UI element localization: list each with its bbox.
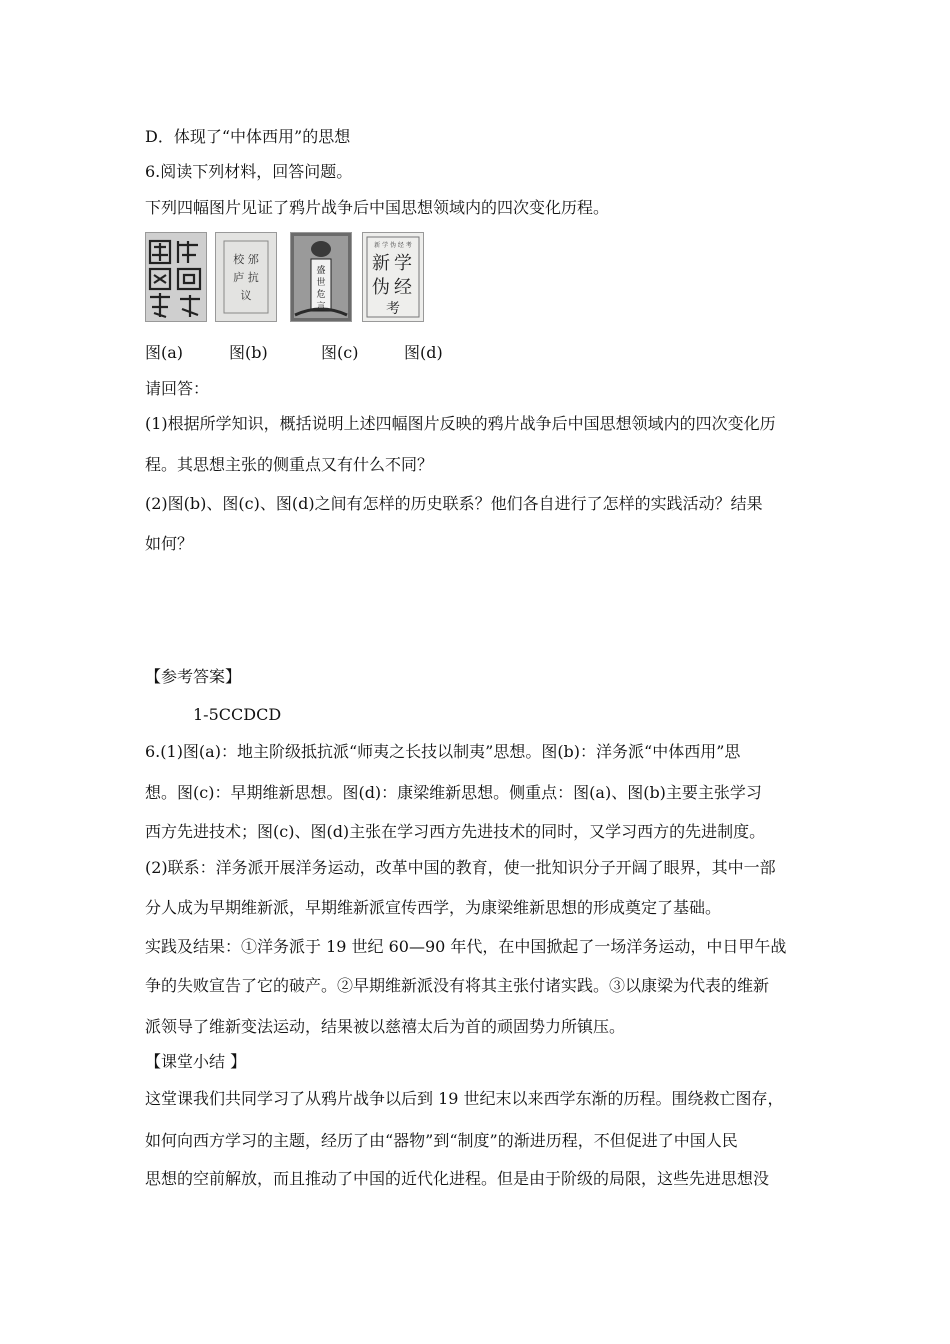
svg-text:庐 抗: 庐 抗 — [233, 271, 259, 284]
figure-b-image — [215, 232, 277, 322]
question-1-line-1: (1)根据所学知识，概括说明上述四幅图片反映的鸦片战争后中国思想领域内的四次变化历 — [145, 414, 776, 433]
material-intro: 下列四幅图片见证了鸦片战争后中国思想领域内的四次变化历程。 — [145, 198, 610, 217]
svg-text:议: 议 — [240, 289, 252, 302]
svg-text:校 邠: 校 邠 — [233, 253, 259, 266]
svg-text:新: 新 — [372, 253, 390, 274]
summary-line-2: 如何向西方学习的主题，经历了由“器物”到“制度”的渐进历程，不但促进了中国人民 — [145, 1131, 738, 1150]
answer-6-line-1: 6.(1)图(a)：地主阶级抵抗派“师夷之长技以制夷”思想。图(b)：洋务派“中体西用”思 — [145, 742, 741, 761]
figure-d-caption: 图(d) — [404, 343, 443, 362]
svg-text:盛: 盛 — [316, 266, 326, 276]
question-6-heading: 6.阅读下列材料，回答问题。 — [145, 162, 353, 181]
figure-c-caption: 图(c) — [321, 343, 359, 362]
figure-b-caption: 图(b) — [229, 343, 268, 362]
svg-text:学: 学 — [394, 253, 412, 274]
svg-text:伪: 伪 — [372, 277, 390, 298]
svg-text:言: 言 — [316, 302, 326, 312]
figure-a-image — [145, 232, 207, 322]
svg-text:考: 考 — [386, 301, 400, 317]
figure-c-image — [290, 232, 352, 322]
figure-d-image — [362, 232, 424, 322]
answer-6-line-3: 西方先进技术；图(c)、图(d)主张在学习西方先进技术的同时，又学习西方的先进制度。 — [145, 822, 766, 841]
answer-6-line-8: 派领导了维新变法运动，结果被以慈禧太后为首的顽固势力所镇压。 — [145, 1017, 626, 1036]
answer-multiple-choice: 1-5CCDCD — [193, 705, 282, 724]
svg-text:世: 世 — [316, 278, 326, 288]
answer-6-line-5: 分人成为早期维新派，早期维新派宣传西学，为康梁维新思想的形成奠定了基础。 — [145, 898, 722, 917]
answer-6-line-4: (2)联系：洋务派开展洋务运动，改革中国的教育，使一批知识分子开阔了眼界，其中一部 — [145, 858, 776, 877]
summary-line-3: 思想的空前解放，而且推动了中国的近代化进程。但是由于阶级的局限，这些先进思想没 — [145, 1169, 770, 1188]
answer-6-line-6: 实践及结果：①洋务派于 19 世纪 60—90 年代，在中国掀起了一场洋务运动，中日甲午战 — [145, 937, 787, 956]
figure-a-caption: 图(a) — [145, 343, 184, 362]
svg-text:危: 危 — [316, 290, 326, 300]
question-2-line-2: 如何？ — [145, 534, 194, 553]
svg-text:经: 经 — [394, 277, 412, 298]
answer-heading: 【参考答案】 — [145, 667, 242, 686]
answer-6-line-7: 争的失败宣告了它的破产。②早期维新派没有将其主张付诸实践。③以康梁为代表的维新 — [145, 976, 770, 995]
option-d: D．体现了“中体西用”的思想 — [145, 127, 351, 146]
please-answer: 请回答： — [145, 379, 210, 398]
question-2-line-1: (2)图(b)、图(c)、图(d)之间有怎样的历史联系？他们各自进行了怎样的实践活动？结果 — [145, 494, 763, 513]
summary-line-1: 这堂课我们共同学习了从鸦片战争以后到 19 世纪末以来西学东渐的历程。围绕救亡图存， — [145, 1089, 784, 1108]
summary-heading: 【课堂小结 】 — [145, 1052, 247, 1071]
answer-6-line-2: 想。图(c)：早期维新思想。图(d)：康梁维新思想。侧重点：图(a)、图(b)主要主张学习 — [145, 783, 762, 802]
svg-text:新 学 伪 经 考: 新 学 伪 经 考 — [374, 242, 412, 249]
question-1-line-2: 程。其思想主张的侧重点又有什么不同？ — [145, 455, 434, 474]
